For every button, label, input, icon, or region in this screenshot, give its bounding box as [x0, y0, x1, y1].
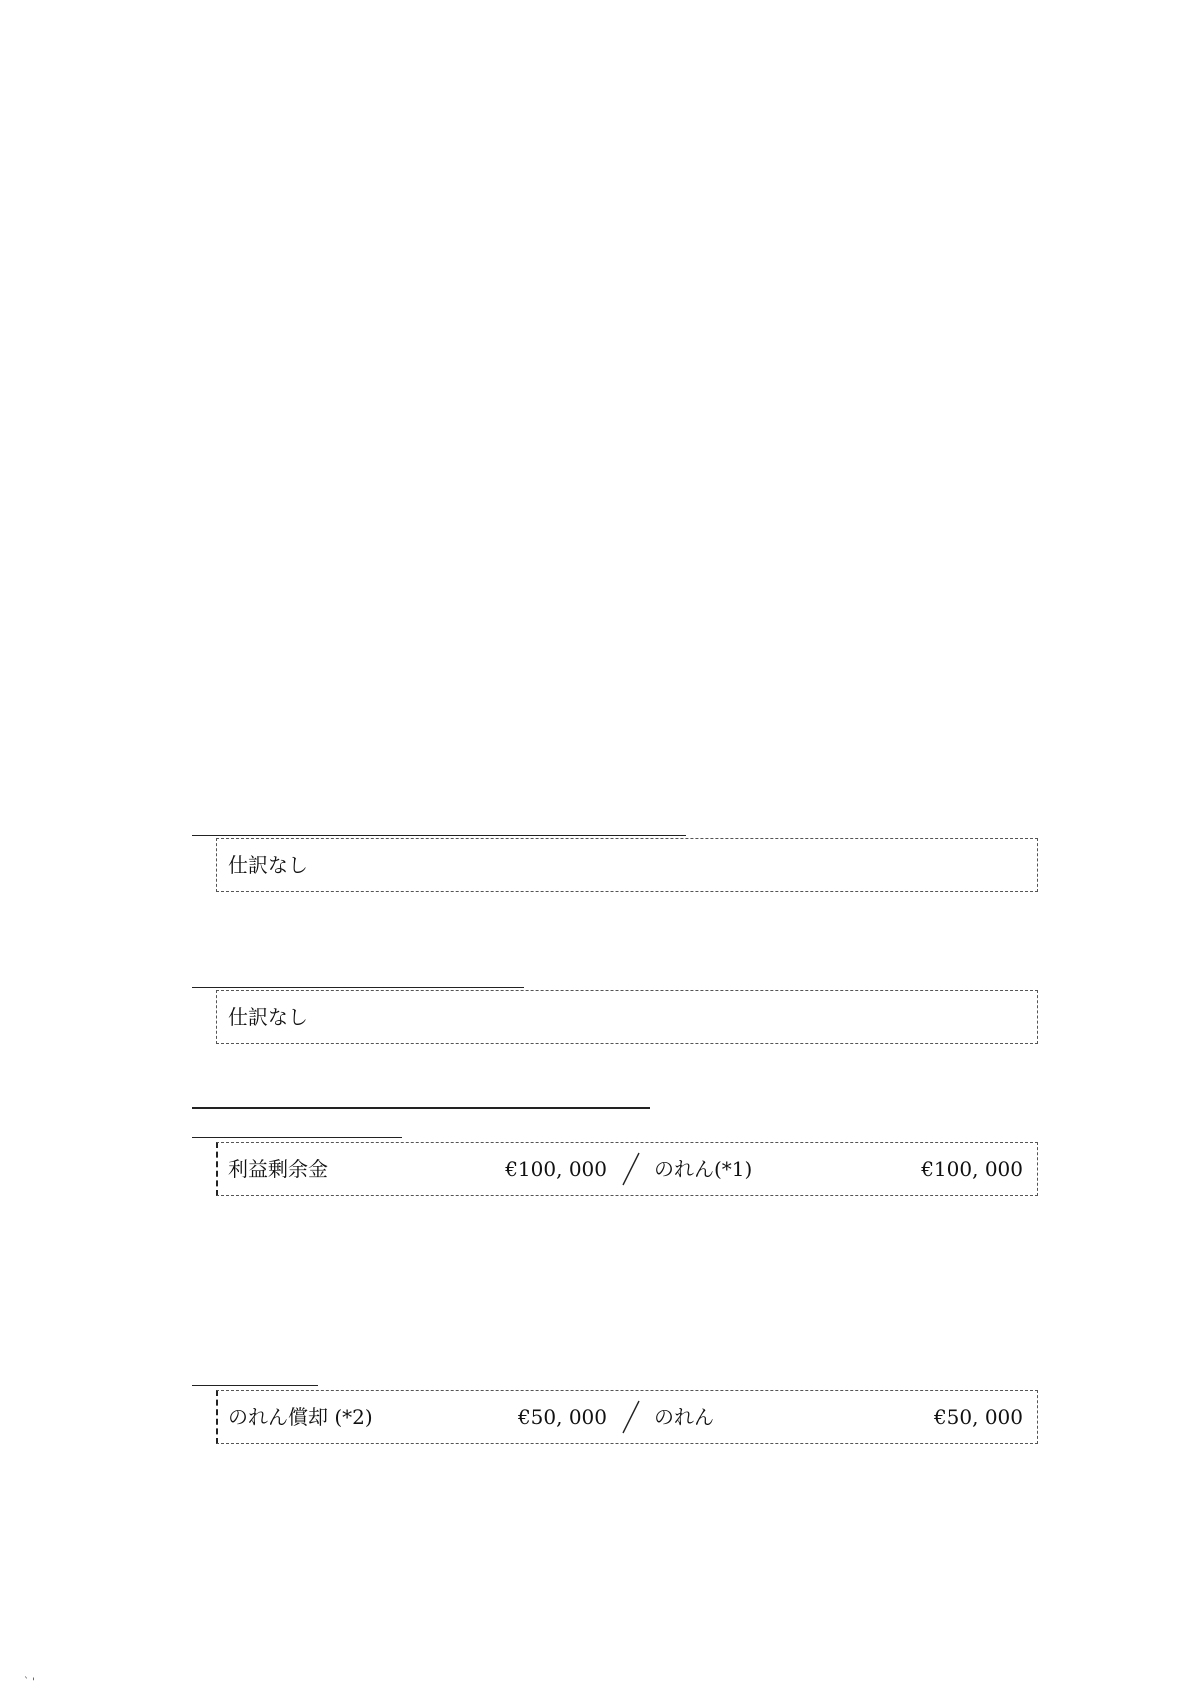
debit-account: のれん償却 (*2)	[228, 1405, 373, 1429]
section-3-subheading-rule	[192, 1137, 402, 1138]
debit-credit-separator-icon	[620, 1150, 642, 1188]
debit-credit-separator-icon	[620, 1398, 642, 1436]
credit-account: のれん	[654, 1405, 714, 1429]
journal-entry-box	[216, 1142, 1038, 1196]
journal-entry-box	[216, 1390, 1038, 1444]
journal-entry-box	[216, 990, 1038, 1044]
section-4-heading-rule	[192, 1385, 318, 1386]
no-entry-text: 仕訳なし	[228, 1005, 308, 1029]
credit-amount: €50, 000	[933, 1405, 1023, 1429]
debit-amount: €50, 000	[517, 1405, 607, 1429]
no-entry-text: 仕訳なし	[228, 853, 308, 877]
debit-amount: €100, 000	[505, 1157, 607, 1181]
section-1-heading-rule	[192, 835, 686, 836]
credit-account: のれん(*1)	[654, 1157, 753, 1181]
credit-amount: €100, 000	[921, 1157, 1023, 1181]
section-2-heading-rule	[192, 987, 524, 988]
page-corner-mark: ` '	[24, 1677, 35, 1688]
journal-entry-box	[216, 838, 1038, 892]
debit-account: 利益剰余金	[228, 1157, 328, 1181]
section-3-heading-rule	[192, 1107, 650, 1109]
